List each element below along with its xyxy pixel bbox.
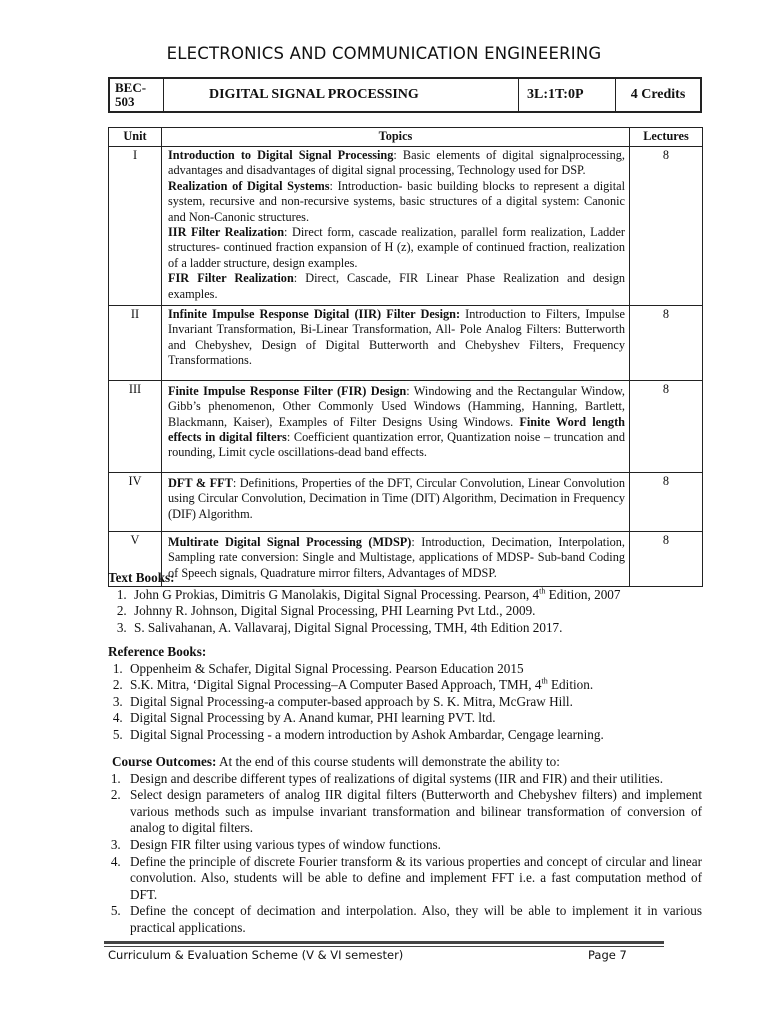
course-title: DIGITAL SIGNAL PROCESSING <box>164 78 519 112</box>
course-outcomes-section <box>108 754 702 937</box>
unit-topics: Multirate Digital Signal Processing (MDSP): Introduction, Decimation, Interpolation, Sampling rate conversion: Single and Multistage, applications of MDSP- Sub-band Coding of Speech signals, Quadrature mirror filters, Advantages of MDSP. <box>162 531 630 586</box>
list-item: 4. Digital Signal Processing by A. Anand kumar, PHI learning PVT. ltd. <box>126 710 702 727</box>
unit-number: IV <box>109 472 162 531</box>
unit-lectures: 8 <box>630 380 703 472</box>
list-item: 2. Select design parameters of analog IIR digital filters (Butterworth and Chebyshev filters) and implement various methods such as impulse invariant transformation and bilinear transformation of conversion of analog to digital filters. <box>124 787 702 837</box>
unit-topics: Infinite Impulse Response Digital (IIR) Filter Design: Introduction to Filters, Impulse Invariant Transformation, Bi-Linear Transformation, All- Pole Analog Filters: Butterworth and Chebyshev, Design of Digital Butterworth and Chebyshev Filters, Frequency Transformations. <box>162 306 630 381</box>
text-books-section <box>108 570 702 636</box>
list-item: 1. John G Prokias, Dimitris G Manolakis, Digital Signal Processing. Pearson, 4th Edition, 2007 <box>130 587 702 604</box>
unit-column-header: Unit <box>109 128 162 147</box>
footer-rule-thick <box>104 941 664 944</box>
list-item: 3. Digital Signal Processing-a computer-based approach by S. K. Mitra, McGraw Hill. <box>126 694 702 711</box>
course-header-table <box>108 77 702 113</box>
unit-lectures: 8 <box>630 306 703 381</box>
footer-rule-thin <box>104 946 664 947</box>
reference-books-list <box>108 661 702 744</box>
unit-topics: Introduction to Digital Signal Processing: Basic elements of digital signalprocessing, advantages and disadvantages of digital signal processing, Technology used for DSP. Realization of Digital Systems: Introduction- basic building blocks to represent a digital system, recursive and non-recursive systems, basic structures of a digital system: Canonic and Non-Canonic structures. IIR Filter Realization: Direct form, cascade realization, parallel form realization, Ladder structures- continued fraction expansion of H (z), example of continued fraction, realization of a ladder structure, design examples. FIR Filter Realization: Direct, Cascade, FIR Linear Phase Realization and design examples. <box>162 147 630 306</box>
lectures-column-header: Lectures <box>630 128 703 147</box>
unit-lectures: 8 <box>630 147 703 306</box>
list-item: 1. Oppenheim & Schafer, Digital Signal Processing. Pearson Education 2015 <box>126 661 702 678</box>
course-outcomes-heading: Course Outcomes: <box>112 754 217 769</box>
unit-number: V <box>109 531 162 586</box>
text-books-list <box>108 587 702 637</box>
unit-table-header <box>109 128 703 147</box>
list-item: 1. Design and describe different types of realizations of digital systems (IIR and FIR) and their utilities. <box>124 771 702 788</box>
page-number: Page 7 <box>588 948 627 962</box>
unit-number: II <box>109 306 162 381</box>
list-item: 3. Design FIR filter using various types of window functions. <box>124 837 702 854</box>
table-row <box>109 472 703 531</box>
list-item: 4. Define the principle of discrete Fourier transform & its various properties and concept of circular and linear convolution. Also, students will be able to define and implement FFT i.e. a fast computation method of DFT. <box>124 854 702 904</box>
unit-topics: DFT & FFT: Definitions, Properties of the DFT, Circular Convolution, Linear Convolution using Circular Convolution, Decimation in Time (DIT) Algorithm, Decimation in Frequency (DIF) Algorithm. <box>162 472 630 531</box>
unit-lectures: 8 <box>630 531 703 586</box>
course-outcomes-list <box>108 771 702 937</box>
page-header: ELECTRONICS AND COMMUNICATION ENGINEERING <box>166 44 602 63</box>
list-item: 3. S. Salivahanan, A. Vallavaraj, Digital Signal Processing, TMH, 4th Edition 2017. <box>130 620 702 637</box>
course-code: BEC- 503 <box>109 78 164 112</box>
reference-books-section <box>108 644 702 744</box>
course-credits: 4 Credits <box>616 78 702 112</box>
table-row <box>109 147 703 306</box>
unit-table <box>108 127 703 587</box>
unit-number: III <box>109 380 162 472</box>
list-item: 5. Digital Signal Processing - a modern introduction by Ashok Ambardar, Cengage learning. <box>126 727 702 744</box>
table-row <box>109 380 703 472</box>
unit-lectures: 8 <box>630 472 703 531</box>
unit-number: I <box>109 147 162 306</box>
list-item: 2. S.K. Mitra, ‘Digital Signal Processing–A Computer Based Approach, TMH, 4th Edition. <box>126 677 702 694</box>
table-row <box>109 306 703 381</box>
course-outcomes-intro: Course Outcomes: At the end of this course students will demonstrate the ability to: <box>112 754 560 769</box>
reference-books-heading: Reference Books: <box>108 644 207 659</box>
course-ltp: 3L:1T:0P <box>519 78 616 112</box>
footer-scheme: Curriculum & Evaluation Scheme (V & VI semester) <box>108 948 404 962</box>
topics-column-header: Topics <box>162 128 630 147</box>
list-item: 2. Johnny R. Johnson, Digital Signal Processing, PHI Learning Pvt Ltd., 2009. <box>130 603 702 620</box>
text-books-heading: Text Books: <box>108 570 175 585</box>
list-item: 5. Define the concept of decimation and interpolation. Also, they will be able to implement it in various practical applications. <box>124 903 702 936</box>
unit-topics: Finite Impulse Response Filter (FIR) Design: Windowing and the Rectangular Window, Gibb’s phenomenon, Other Commonly Used Windows (Hamming, Hanning, Bartlett, Blackmann, Kaiser), Examples of Filter Designs Using Windows. Finite Word length effects in digital filters: Coefficient quantization error, Quantization noise – truncation and rounding, Limit cycle oscillations-dead band effects. <box>162 380 630 472</box>
